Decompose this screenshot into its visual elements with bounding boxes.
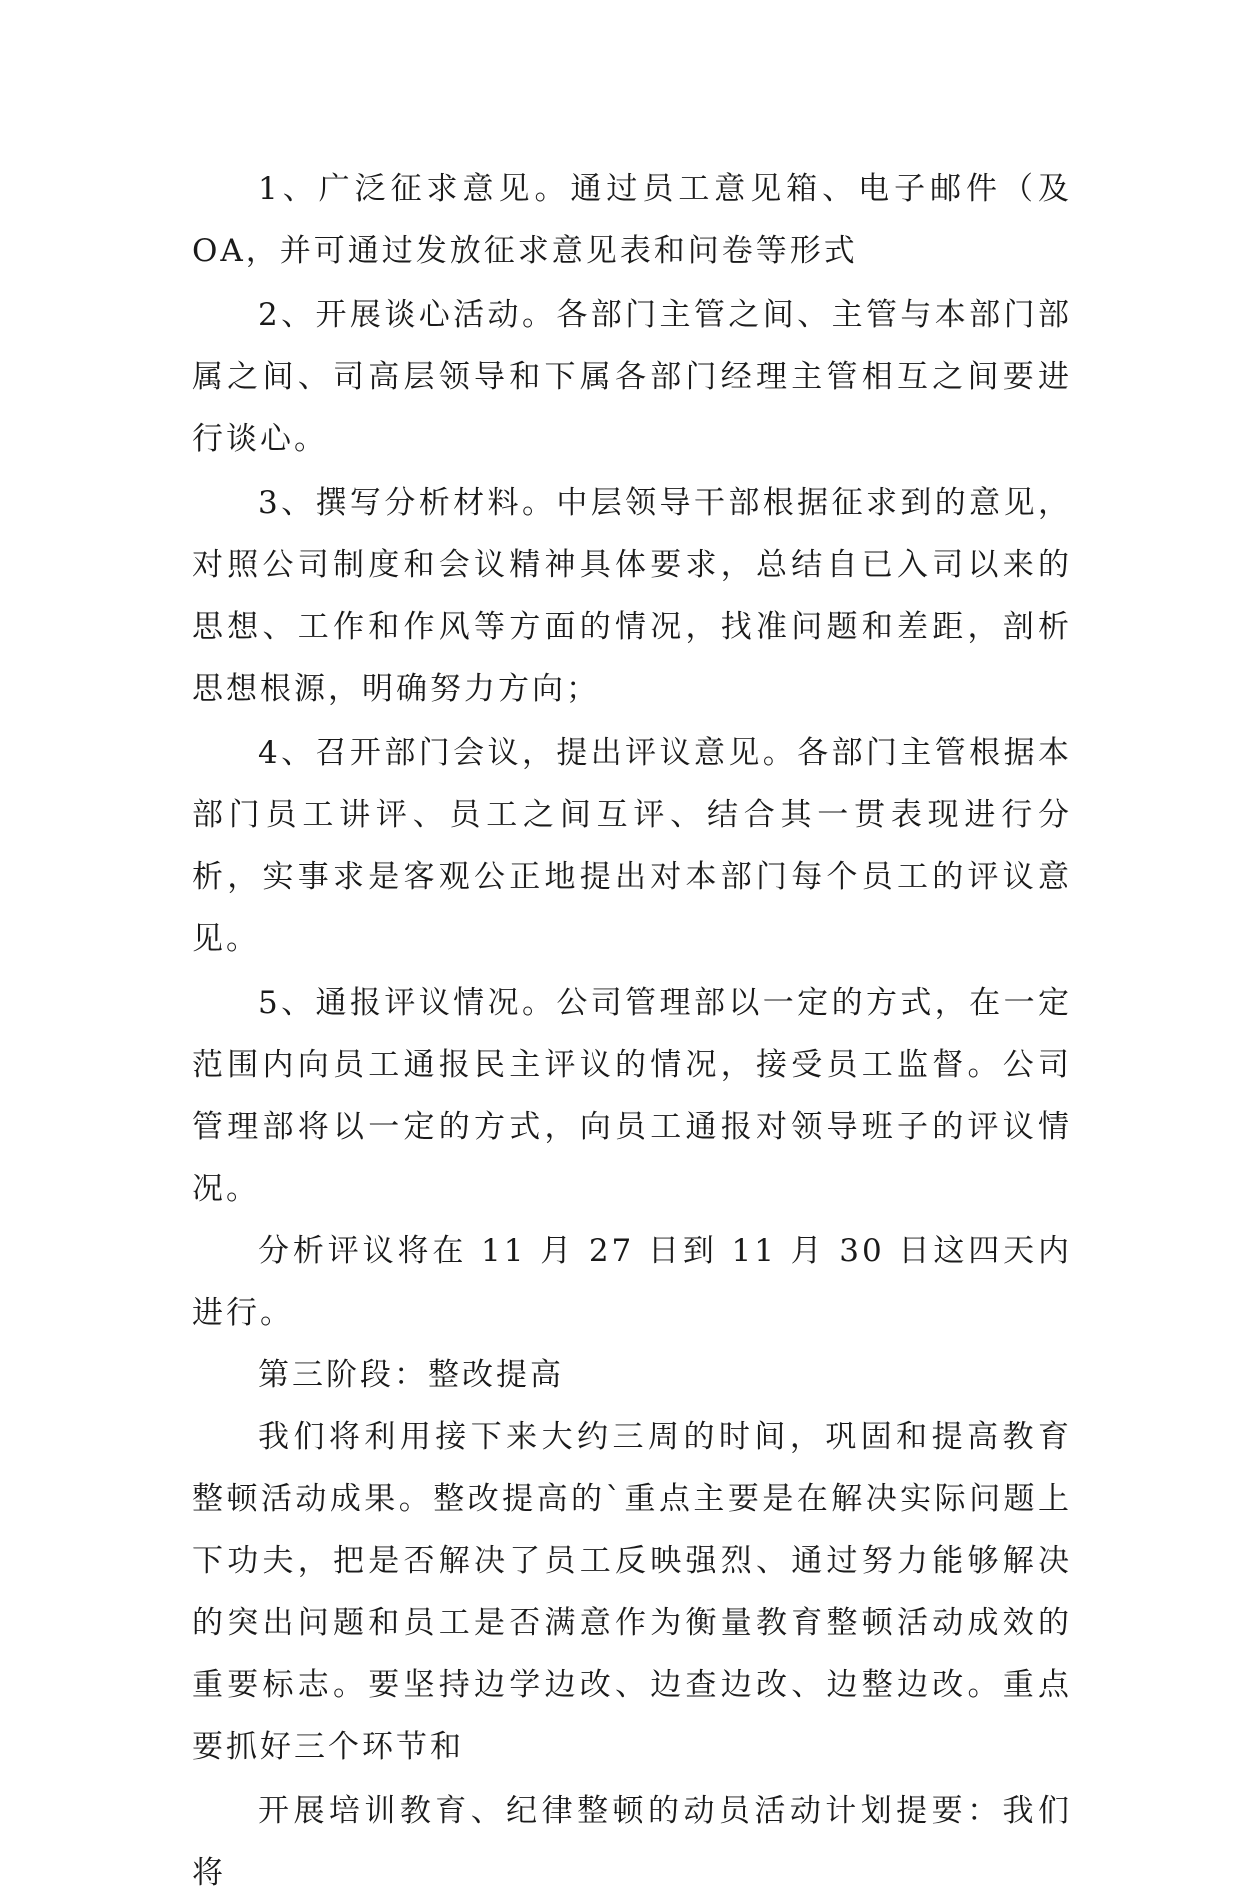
- paragraph-evaluation-schedule: 分析评议将在 11 月 27 日到 11 月 30 日这四天内进行。: [192, 1233, 1072, 1331]
- paragraph-training-plan: 开展培训教育、纪律整顿的动员活动计划提要：我们将: [192, 1793, 1072, 1891]
- paragraph-report-evaluation: 5、通报评议情况。公司管理部以一定的方式，在一定范围内向员工通报民主评议的情况，接受员工监督。公司管理部将以一定的方式，向员工通报对领导班子的评议情况。: [192, 985, 1072, 1207]
- document-body: [192, 158, 1072, 1904]
- paragraph-department-meeting: 4、召开部门会议，提出评议意见。各部门主管根据本部门员工讲评、员工之间互评、结合其一贯表现进行分析，实事求是客观公正地提出对本部门每个员工的评议意见。: [192, 735, 1072, 957]
- section-heading-phase-three: 第三阶段：整改提高: [258, 1357, 564, 1393]
- paragraph-analysis-materials: 3、撰写分析材料。中层领导干部根据征求到的意见，对照公司制度和会议精神具体要求，总结自已入司以来的思想、工作和作风等方面的情况，找准问题和差距，剖析思想根源，明确努力方向；: [192, 485, 1072, 707]
- paragraph-opinion-collection: 1、广泛征求意见。通过员工意见箱、电子邮件（及OA，并可通过发放征求意见表和问卷等形式: [192, 171, 1072, 269]
- paragraph-rectification: 我们将利用接下来大约三周的时间，巩固和提高教育整顿活动成果。整改提高的`重点主要是在解决实际问题上下功夫，把是否解决了员工反映强烈、通过努力能够解决的突出问题和员工是否满意作为衡量教育整顿活动成效的重要标志。要坚持边学边改、边查边改、边整边改。重点要抓好三个环节和: [192, 1419, 1072, 1765]
- paragraph-heart-to-heart-talks: 2、开展谈心活动。各部门主管之间、主管与本部门部属之间、司高层领导和下属各部门经理主管相互之间要进行谈心。: [192, 297, 1072, 457]
